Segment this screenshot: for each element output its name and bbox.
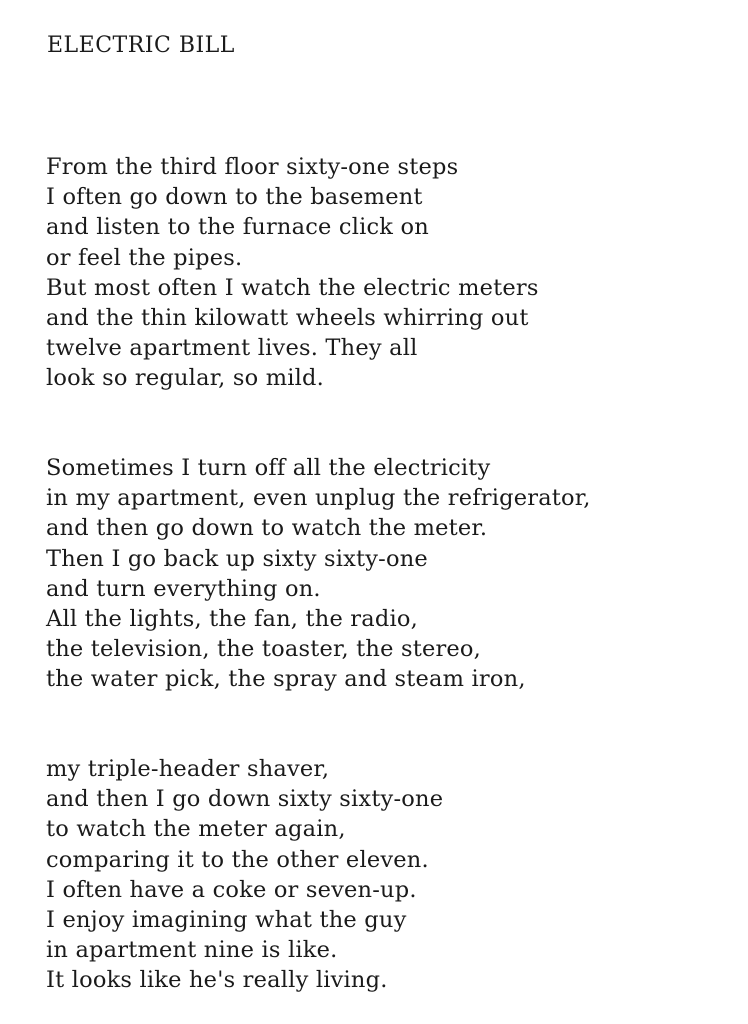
stanza-3 [46,754,443,996]
poem-line: and listen to the furnace click on [46,214,429,241]
poem-line: my triple-header shaver, [46,756,330,782]
poem-line: to watch the meter again, [46,816,346,843]
poem-line: I enjoy imagining what the guy [46,907,407,934]
poem-line: From the third floor sixty-one steps [46,154,459,180]
poem-line: It looks like he's really living. [46,967,388,994]
poem-line: Then I go back up sixty sixty-one [46,545,428,572]
poem-line: and the thin kilowatt wheels whirring out [46,305,529,332]
poem-line: All the lights, the fan, the radio, [46,606,418,633]
poem-line: look so regular, so mild. [46,365,325,392]
poem-line: I often go down to the basement [46,184,423,211]
poem-line: comparing it to the other eleven. [46,846,429,873]
poem-line: the television, the toaster, the stereo, [46,636,482,663]
poem-line: But most often I watch the electric meters [46,274,539,301]
poem-line: Sometimes I turn off all the electricity [46,455,491,481]
poem-line: I often have a coke or seven-up. [46,876,417,903]
poem-line: in apartment nine is like. [46,937,338,964]
poem-line: and turn everything on. [46,575,321,602]
poem-line: twelve apartment lives. They all [46,335,418,362]
poem-line: and then go down to watch the meter. [46,515,488,542]
stanza-2 [46,453,591,695]
poem-line: and then I go down sixty sixty-one [46,786,444,813]
poem-line: the water pick, the spray and steam iron, [46,666,526,693]
stanza-1 [46,152,539,394]
poem-line: or feel the pipes. [46,244,243,271]
poem-title: ELECTRIC BILL [47,33,235,58]
poem-line: in my apartment, even unplug the refrigerator, [46,485,591,512]
